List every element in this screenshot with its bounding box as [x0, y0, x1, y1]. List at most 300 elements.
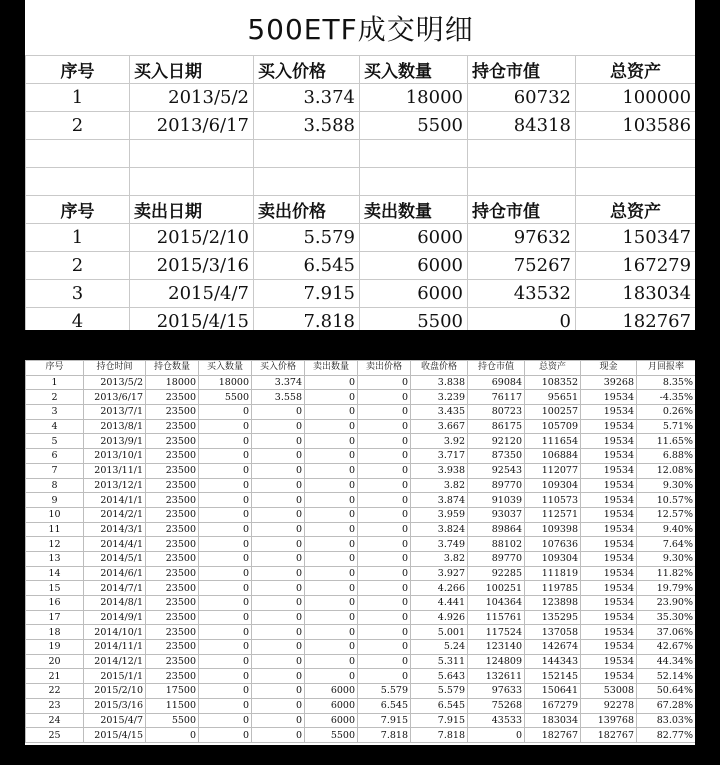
cell: 6.545: [358, 698, 411, 713]
cell: 105709: [525, 419, 581, 434]
cell: 19534: [581, 463, 637, 478]
cell: 23500: [146, 610, 199, 625]
cell: 0: [252, 713, 305, 728]
cell: 135295: [525, 610, 581, 625]
cell: 0: [358, 463, 411, 478]
cell: 0: [199, 654, 252, 669]
cell: 2013/12/1: [84, 478, 146, 493]
header-cell: 买入数量: [199, 361, 252, 376]
cell: 2015/4/7: [84, 713, 146, 728]
cell: 107636: [525, 537, 581, 552]
cell: 19534: [581, 566, 637, 581]
cell: 17500: [146, 684, 199, 699]
cell: 0: [199, 566, 252, 581]
header-cell: 买入价格: [254, 56, 360, 84]
cell: 87350: [468, 449, 525, 464]
cell: 0: [305, 669, 358, 684]
cell: 0: [252, 478, 305, 493]
cell: 110573: [525, 493, 581, 508]
cell: 9.30%: [637, 551, 696, 566]
cell: 19534: [581, 419, 637, 434]
cell: 19534: [581, 522, 637, 537]
cell: 150641: [525, 684, 581, 699]
cell: 109304: [525, 478, 581, 493]
cell: 12.08%: [637, 463, 696, 478]
cell: 0: [468, 308, 576, 331]
cell: 23: [26, 698, 84, 713]
cell: 23500: [146, 463, 199, 478]
cell: 2015/4/7: [130, 280, 254, 308]
sell-header-row: [26, 196, 696, 224]
cell: 23500: [146, 625, 199, 640]
cell: 9.40%: [637, 522, 696, 537]
cell: 93037: [468, 507, 525, 522]
cell: 139768: [581, 713, 637, 728]
cell: 2: [26, 390, 84, 405]
cell: 112571: [525, 507, 581, 522]
cell: 2014/2/1: [84, 507, 146, 522]
cell: 2014/11/1: [84, 640, 146, 655]
cell: 137058: [525, 625, 581, 640]
cell: 182767: [576, 308, 696, 331]
header-cell: 序号: [26, 56, 130, 84]
cell: 0: [199, 537, 252, 552]
cell: 0: [305, 640, 358, 655]
cell: 6000: [360, 280, 468, 308]
cell: 7.818: [411, 728, 468, 743]
cell: 3: [26, 280, 130, 308]
header-cell: 序号: [26, 361, 84, 376]
cell: 7.915: [358, 713, 411, 728]
header-cell: 现金: [581, 361, 637, 376]
cell: 2013/6/17: [130, 112, 254, 140]
cell: 21: [26, 669, 84, 684]
cell: 11.82%: [637, 566, 696, 581]
cell: 0: [305, 390, 358, 405]
cell: 97632: [468, 224, 576, 252]
cell: 19534: [581, 493, 637, 508]
cell: 0: [199, 405, 252, 420]
cell: 19534: [581, 537, 637, 552]
cell: 2013/5/2: [130, 84, 254, 112]
cell: 84318: [468, 112, 576, 140]
header-cell: 卖出数量: [305, 361, 358, 376]
table-row: [26, 434, 696, 449]
cell: 83.03%: [637, 713, 696, 728]
table-row: [26, 654, 696, 669]
cell: 43533: [468, 713, 525, 728]
cell: 19534: [581, 434, 637, 449]
cell: 0: [305, 537, 358, 552]
cell: 23500: [146, 478, 199, 493]
cell: 7.818: [254, 308, 360, 331]
cell: 23500: [146, 537, 199, 552]
cell: 144343: [525, 654, 581, 669]
cell: 53008: [581, 684, 637, 699]
cell: 115761: [468, 610, 525, 625]
header-cell: 总资产: [576, 56, 696, 84]
cell: 43532: [468, 280, 576, 308]
cell: 109304: [525, 551, 581, 566]
cell: 19534: [581, 507, 637, 522]
cell: 0: [305, 419, 358, 434]
buy-row: [26, 84, 696, 112]
cell: 100251: [468, 581, 525, 596]
cell: 8.35%: [637, 375, 696, 390]
cell: 5.579: [411, 684, 468, 699]
cell: 3.374: [254, 84, 360, 112]
cell: 24: [26, 713, 84, 728]
header-cell: 买入日期: [130, 56, 254, 84]
cell: 86175: [468, 419, 525, 434]
cell: 3.959: [411, 507, 468, 522]
sheet-title: 500ETF成交明细: [26, 0, 696, 56]
cell: 19534: [581, 405, 637, 420]
table-row: [26, 640, 696, 655]
cell: 88102: [468, 537, 525, 552]
monthly-detail-sheet: [25, 360, 695, 745]
cell: 2014/3/1: [84, 522, 146, 537]
cell: 0: [252, 405, 305, 420]
table-row: [26, 698, 696, 713]
cell: 2013/11/1: [84, 463, 146, 478]
cell: 0: [199, 684, 252, 699]
cell: 18000: [199, 375, 252, 390]
cell: 0: [252, 507, 305, 522]
cell: 167279: [576, 252, 696, 280]
cell: 1: [26, 224, 130, 252]
cell: 89770: [468, 478, 525, 493]
cell: 0: [252, 698, 305, 713]
cell: 23500: [146, 596, 199, 611]
cell: 2: [26, 112, 130, 140]
header-cell: 月回报率: [637, 361, 696, 376]
cell: 2013/10/1: [84, 449, 146, 464]
cell: 2014/4/1: [84, 537, 146, 552]
cell: 4: [26, 308, 130, 331]
cell: 23500: [146, 581, 199, 596]
cell: 0: [305, 507, 358, 522]
cell: 0: [199, 596, 252, 611]
cell: 0: [358, 654, 411, 669]
cell: 23500: [146, 551, 199, 566]
cell: 23500: [146, 493, 199, 508]
cell: 0.26%: [637, 405, 696, 420]
cell: 76117: [468, 390, 525, 405]
cell: 6000: [305, 713, 358, 728]
cell: 0: [305, 405, 358, 420]
cell: 19534: [581, 581, 637, 596]
header-cell: 总资产: [576, 196, 696, 224]
cell: 2015/3/16: [84, 698, 146, 713]
cell: 103586: [576, 112, 696, 140]
cell: 0: [252, 566, 305, 581]
cell: 3.588: [254, 112, 360, 140]
cell: 0: [358, 405, 411, 420]
cell: 112077: [525, 463, 581, 478]
cell: 0: [358, 507, 411, 522]
cell: 22: [26, 684, 84, 699]
table-row: [26, 684, 696, 699]
cell: 0: [252, 654, 305, 669]
cell: 5.579: [358, 684, 411, 699]
cell: 6.545: [254, 252, 360, 280]
cell: 12: [26, 537, 84, 552]
table-row: [26, 405, 696, 420]
cell: 5.71%: [637, 419, 696, 434]
header-cell: 序号: [26, 196, 130, 224]
table-row: [26, 566, 696, 581]
cell: 23500: [146, 669, 199, 684]
cell: 2013/9/1: [84, 434, 146, 449]
cell: 106884: [525, 449, 581, 464]
cell: 0: [358, 669, 411, 684]
cell: 5.001: [411, 625, 468, 640]
cell: 3.938: [411, 463, 468, 478]
cell: 3.824: [411, 522, 468, 537]
cell: 0: [199, 419, 252, 434]
cell: 3.874: [411, 493, 468, 508]
cell: 3.927: [411, 566, 468, 581]
cell: 4.266: [411, 581, 468, 596]
cell: 0: [199, 728, 252, 743]
cell: 0: [358, 375, 411, 390]
cell: 0: [305, 596, 358, 611]
cell: 39268: [581, 375, 637, 390]
cell: 0: [199, 581, 252, 596]
cell: 6000: [360, 224, 468, 252]
cell: 0: [199, 551, 252, 566]
cell: 2: [26, 252, 130, 280]
cell: 0: [252, 434, 305, 449]
cell: 3.82: [411, 551, 468, 566]
cell: 2015/1/1: [84, 669, 146, 684]
cell: 2013/5/2: [84, 375, 146, 390]
cell: 0: [199, 713, 252, 728]
cell: 0: [358, 566, 411, 581]
detail-header-row: [26, 361, 696, 376]
cell: 3.82: [411, 478, 468, 493]
cell: 80723: [468, 405, 525, 420]
table-row: [26, 478, 696, 493]
cell: 0: [305, 551, 358, 566]
cell: 3.749: [411, 537, 468, 552]
cell: 0: [252, 610, 305, 625]
cell: 5500: [360, 112, 468, 140]
cell: 152145: [525, 669, 581, 684]
cell: 82.77%: [637, 728, 696, 743]
cell: 0: [146, 728, 199, 743]
table-row: [26, 375, 696, 390]
cell: 2015/4/15: [130, 308, 254, 331]
cell: 11500: [146, 698, 199, 713]
cell: 0: [252, 581, 305, 596]
cell: 6: [26, 449, 84, 464]
cell: 0: [305, 434, 358, 449]
cell: 0: [358, 522, 411, 537]
cell: 23500: [146, 449, 199, 464]
cell: 3.239: [411, 390, 468, 405]
cell: 104364: [468, 596, 525, 611]
cell: 0: [305, 581, 358, 596]
table-row: [26, 728, 696, 743]
cell: 2015/3/16: [130, 252, 254, 280]
cell: 89864: [468, 522, 525, 537]
cell: 0: [358, 640, 411, 655]
cell: 183034: [525, 713, 581, 728]
cell: 111819: [525, 566, 581, 581]
table-row: [26, 522, 696, 537]
cell: 5500: [305, 728, 358, 743]
cell: 0: [305, 493, 358, 508]
cell: 2014/5/1: [84, 551, 146, 566]
cell: 91039: [468, 493, 525, 508]
cell: 92120: [468, 434, 525, 449]
cell: 0: [252, 596, 305, 611]
cell: 23500: [146, 419, 199, 434]
cell: 75267: [468, 252, 576, 280]
cell: 3.838: [411, 375, 468, 390]
cell: 3.435: [411, 405, 468, 420]
cell: 23.90%: [637, 596, 696, 611]
cell: 11: [26, 522, 84, 537]
cell: 92278: [581, 698, 637, 713]
cell: 0: [305, 654, 358, 669]
cell: 0: [305, 566, 358, 581]
cell: 2015/4/15: [84, 728, 146, 743]
table-row: [26, 537, 696, 552]
cell: 2013/6/17: [84, 390, 146, 405]
cell: 0: [199, 522, 252, 537]
cell: 0: [305, 478, 358, 493]
cell: 0: [252, 640, 305, 655]
cell: 0: [252, 493, 305, 508]
buy-header-row: [26, 56, 696, 84]
header-cell: 持仓市值: [468, 196, 576, 224]
cell: 123140: [468, 640, 525, 655]
cell: 23500: [146, 434, 199, 449]
cell: 50.64%: [637, 684, 696, 699]
cell: 7: [26, 463, 84, 478]
cell: 23500: [146, 566, 199, 581]
cell: 2014/1/1: [84, 493, 146, 508]
cell: 119785: [525, 581, 581, 596]
cell: 3.92: [411, 434, 468, 449]
cell: 0: [252, 419, 305, 434]
cell: 0: [199, 449, 252, 464]
cell: 13: [26, 551, 84, 566]
cell: 2015/2/10: [84, 684, 146, 699]
cell: 150347: [576, 224, 696, 252]
cell: 0: [199, 625, 252, 640]
cell: 19534: [581, 478, 637, 493]
cell: 0: [358, 625, 411, 640]
cell: -4.35%: [637, 390, 696, 405]
cell: 92543: [468, 463, 525, 478]
cell: 0: [305, 625, 358, 640]
cell: 109398: [525, 522, 581, 537]
cell: 0: [199, 434, 252, 449]
cell: 0: [305, 610, 358, 625]
cell: 23500: [146, 522, 199, 537]
header-cell: 卖出价格: [254, 196, 360, 224]
cell: 19.79%: [637, 581, 696, 596]
cell: 12.57%: [637, 507, 696, 522]
cell: 2014/10/1: [84, 625, 146, 640]
cell: 9.30%: [637, 478, 696, 493]
table-row: [26, 493, 696, 508]
cell: 132611: [468, 669, 525, 684]
table-row: [26, 463, 696, 478]
cell: 44.34%: [637, 654, 696, 669]
cell: 0: [358, 581, 411, 596]
cell: 4.441: [411, 596, 468, 611]
cell: 2014/9/1: [84, 610, 146, 625]
table-row: [26, 669, 696, 684]
cell: 123898: [525, 596, 581, 611]
cell: 3.558: [252, 390, 305, 405]
cell: 20: [26, 654, 84, 669]
cell: 0: [252, 449, 305, 464]
cell: 19534: [581, 640, 637, 655]
cell: 25: [26, 728, 84, 743]
cell: 35.30%: [637, 610, 696, 625]
cell: 0: [252, 669, 305, 684]
cell: 0: [358, 449, 411, 464]
cell: 108352: [525, 375, 581, 390]
cell: 0: [358, 551, 411, 566]
cell: 9: [26, 493, 84, 508]
cell: 6.88%: [637, 449, 696, 464]
cell: 0: [252, 625, 305, 640]
cell: 100000: [576, 84, 696, 112]
header-cell: 总资产: [525, 361, 581, 376]
cell: 19534: [581, 551, 637, 566]
header-cell: 持仓数量: [146, 361, 199, 376]
cell: 23500: [146, 390, 199, 405]
cell: 0: [468, 728, 525, 743]
cell: 2013/7/1: [84, 405, 146, 420]
cell: 15: [26, 581, 84, 596]
cell: 18000: [360, 84, 468, 112]
cell: 0: [252, 463, 305, 478]
cell: 19534: [581, 625, 637, 640]
cell: 10: [26, 507, 84, 522]
cell: 42.67%: [637, 640, 696, 655]
cell: 117524: [468, 625, 525, 640]
cell: 0: [358, 610, 411, 625]
cell: 182767: [581, 728, 637, 743]
table-row: [26, 596, 696, 611]
cell: 0: [358, 537, 411, 552]
monthly-detail-table: [25, 360, 695, 743]
cell: 0: [199, 463, 252, 478]
cell: 0: [305, 449, 358, 464]
cell: 5500: [360, 308, 468, 331]
cell: 19: [26, 640, 84, 655]
sell-row: [26, 252, 696, 280]
cell: 89770: [468, 551, 525, 566]
cell: 16: [26, 596, 84, 611]
cell: 5.643: [411, 669, 468, 684]
cell: 19534: [581, 390, 637, 405]
cell: 100257: [525, 405, 581, 420]
cell: 0: [358, 478, 411, 493]
cell: 19534: [581, 449, 637, 464]
cell: 0: [199, 698, 252, 713]
cell: 7.915: [254, 280, 360, 308]
title-row: [26, 0, 696, 56]
